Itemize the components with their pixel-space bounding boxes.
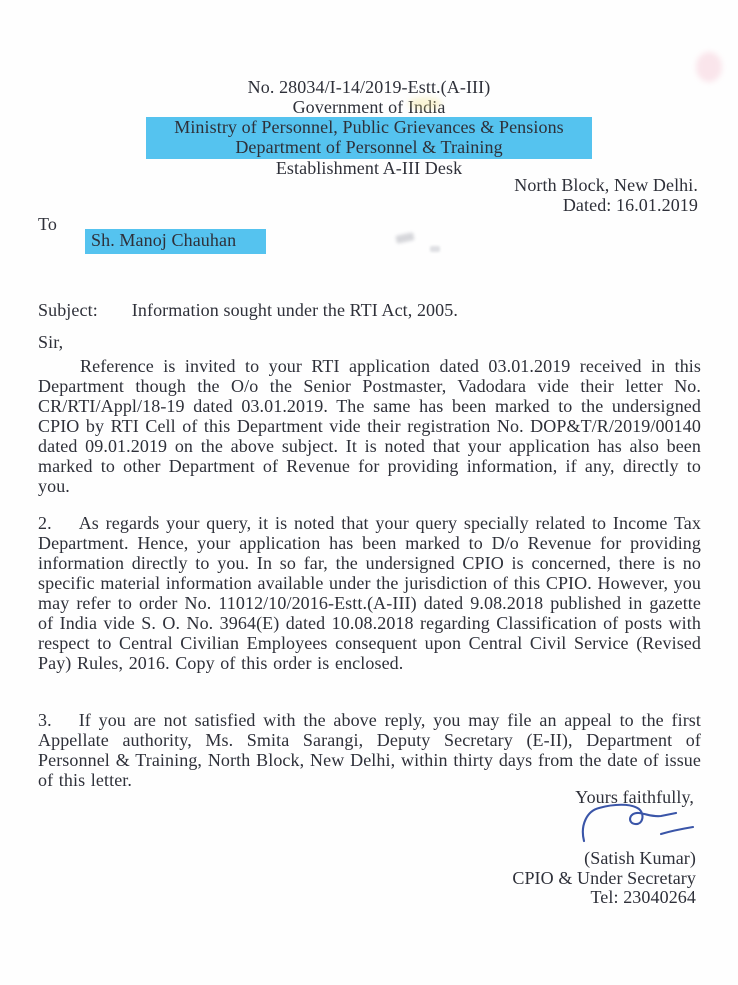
subject-label: Subject: xyxy=(38,300,98,320)
department-name: Department of Personnel & Training xyxy=(235,136,503,157)
reference-number: No. 28034/I-14/2019-Estt.(A-III) xyxy=(247,77,491,97)
paragraph-2-number: 2. xyxy=(38,513,52,533)
closing-line: Yours faithfully, xyxy=(575,787,694,807)
desk-name: Establishment A-III Desk xyxy=(275,158,463,178)
paragraph-2 xyxy=(38,513,701,673)
addressee-name: Sh. Manoj Chauhan xyxy=(85,229,266,254)
greeting: Sir, xyxy=(38,332,64,352)
paragraph-3-text: If you are not satisfied with the above reply, you may file an appeal to the first Appellate authority, Ms. Smita Sarangi, Deputy Secretary (E-II), Department of Personnel & Training, North Block, New Delhi, within thirty days from the date of issue of this letter. xyxy=(38,710,701,790)
paragraph-2-text: As regards your query, it is noted that your query specially related to Income Tax Department. Hence, your application has been marked to D/o Revenue for providing information directly to you. In so far, the undersigned CPIO is concerned, there is no specific material information available under the jurisdiction of this CPIO. However, you may refer to order No. 11012/10/2016-Estt.(A-III) dated 9.08.2018 published in gazette of India vide S. O. No. 3964(E) dated 10.08.2018 regarding Classification of posts with respect to Central Civilian Employees consequent upon Central Civil Service (Revised Pay) Rules, 2016. Copy of this order is enclosed. xyxy=(38,513,701,673)
signature-stroke-icon xyxy=(580,801,702,847)
paragraph-3 xyxy=(38,710,701,790)
place-date-block xyxy=(514,176,698,215)
paragraph-3-number: 3. xyxy=(38,710,52,730)
ministry-name: Ministry of Personnel, Public Grievances & Pensions xyxy=(174,117,564,137)
ministry-highlight-block xyxy=(146,117,592,159)
signer-telephone: Tel: 23040264 xyxy=(590,887,696,907)
to-label: To xyxy=(38,214,57,234)
scan-smudge xyxy=(430,246,440,252)
letter-head xyxy=(0,78,738,179)
signature-block xyxy=(512,849,696,908)
handwritten-signature xyxy=(580,801,702,852)
scan-smudge xyxy=(395,232,414,244)
place-line: North Block, New Delhi. xyxy=(514,175,698,195)
date-line: Dated: 16.01.2019 xyxy=(562,194,698,215)
signer-name: (Satish Kumar) xyxy=(584,848,696,868)
signer-title: CPIO & Under Secretary xyxy=(512,867,696,888)
org-name: Government of India xyxy=(292,96,446,117)
subject-row xyxy=(38,301,458,321)
paragraph-1: Reference is invited to your RTI application dated 03.01.2019 received in this Department though the O/o the Senior Postmaster, Vadodara vide their letter No. CR/RTI/Appl/18-19 dated 03.01.2019. The same has been marked to the undersigned CPIO by RTI Cell of this Department vide their registration No. DOP&T/R/2019/00140 dated 09.01.2019 on the above subject. It is noted that your application has also been marked to other Department of Revenue for providing information, if any, directly to you. xyxy=(38,356,701,496)
subject-text: Information sought under the RTI Act, 2005. xyxy=(131,300,458,320)
